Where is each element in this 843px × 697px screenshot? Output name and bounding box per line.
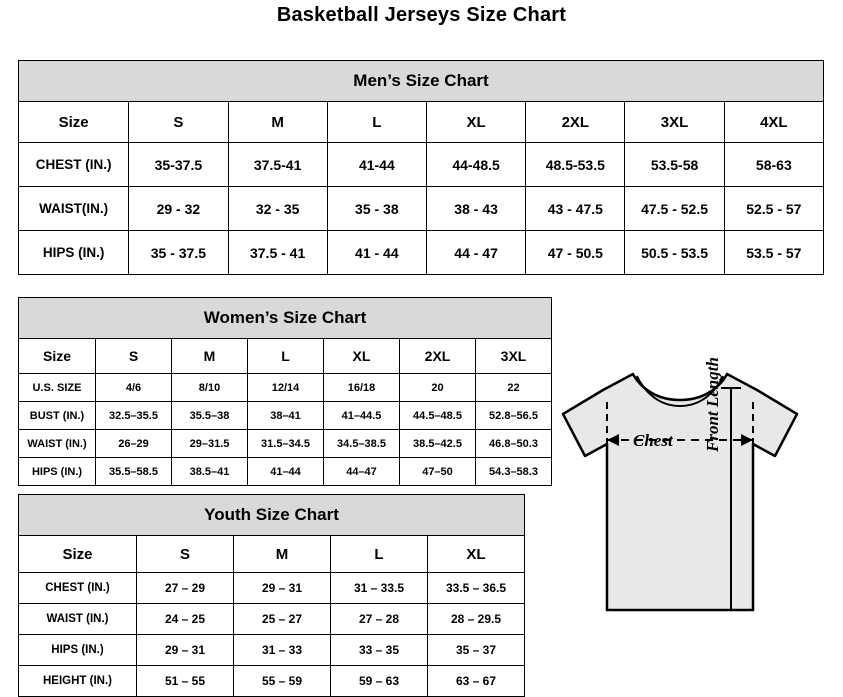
table-cell: 25 – 27: [234, 604, 331, 635]
table-cell: 44 - 47: [426, 231, 525, 275]
chest-measure-label: Chest: [633, 431, 673, 450]
table-cell: 29–31.5: [172, 430, 248, 458]
table-cell: 52.8–56.5: [476, 402, 552, 430]
women-header-2xl: 2XL: [400, 339, 476, 374]
table-cell: 35 – 37: [428, 635, 525, 666]
youth-header-xl: XL: [428, 536, 525, 573]
table-cell: 51 – 55: [137, 666, 234, 697]
table-cell: 35 - 38: [327, 187, 426, 231]
front-length-measure-label: Front Length: [703, 357, 722, 452]
table-cell: 38–41: [248, 402, 324, 430]
youth-row-label-height: HEIGHT (IN.): [19, 666, 137, 697]
youth-chart-caption: Youth Size Chart: [19, 495, 525, 536]
women-header-size: Size: [19, 339, 96, 374]
youth-header-size: Size: [19, 536, 137, 573]
table-header-row: [19, 339, 552, 374]
table-cell: 47.5 - 52.5: [625, 187, 724, 231]
table-cell: 33.5 – 36.5: [428, 573, 525, 604]
table-cell: 37.5 - 41: [228, 231, 327, 275]
women-row-label-hips: HIPS (IN.): [19, 458, 96, 486]
men-header-s: S: [129, 102, 228, 143]
table-cell: 35.5–38: [172, 402, 248, 430]
men-header-xl: XL: [426, 102, 525, 143]
women-header-3xl: 3XL: [476, 339, 552, 374]
table-row: [19, 604, 525, 635]
table-caption-row: [19, 495, 525, 536]
mens-chart-caption: Men’s Size Chart: [19, 61, 824, 102]
table-cell: 44–47: [324, 458, 400, 486]
table-cell: 38 - 43: [426, 187, 525, 231]
table-cell: 33 – 35: [331, 635, 428, 666]
men-header-l: L: [327, 102, 426, 143]
women-row-label-bust: BUST (IN.): [19, 402, 96, 430]
men-header-size: Size: [19, 102, 129, 143]
table-cell: 22: [476, 374, 552, 402]
table-cell: 63 – 67: [428, 666, 525, 697]
table-cell: 32 - 35: [228, 187, 327, 231]
table-cell: 24 – 25: [137, 604, 234, 635]
table-cell: 47–50: [400, 458, 476, 486]
women-header-m: M: [172, 339, 248, 374]
table-cell: 52.5 - 57: [724, 187, 823, 231]
table-cell: 41 - 44: [327, 231, 426, 275]
table-cell: 37.5-41: [228, 143, 327, 187]
table-cell: 31.5–34.5: [248, 430, 324, 458]
men-header-2xl: 2XL: [526, 102, 625, 143]
table-cell: 41–44.5: [324, 402, 400, 430]
womens-chart-caption: Women’s Size Chart: [19, 298, 552, 339]
mens-size-chart-table: [18, 60, 824, 275]
table-cell: 44-48.5: [426, 143, 525, 187]
table-cell: 4/6: [96, 374, 172, 402]
women-header-s: S: [96, 339, 172, 374]
men-row-label-hips: HIPS (IN.): [19, 231, 129, 275]
men-header-m: M: [228, 102, 327, 143]
womens-size-chart-table: [18, 297, 552, 486]
table-row: [19, 573, 525, 604]
table-cell: 29 - 32: [129, 187, 228, 231]
table-cell: 53.5 - 57: [724, 231, 823, 275]
table-row: [19, 402, 552, 430]
table-cell: 27 – 29: [137, 573, 234, 604]
table-cell: 32.5–35.5: [96, 402, 172, 430]
table-caption-row: [19, 298, 552, 339]
men-row-label-chest: CHEST (IN.): [19, 143, 129, 187]
table-cell: 38.5–41: [172, 458, 248, 486]
table-cell: 41-44: [327, 143, 426, 187]
men-header-4xl: 4XL: [724, 102, 823, 143]
table-row: [19, 143, 824, 187]
table-cell: 8/10: [172, 374, 248, 402]
table-cell: 29 – 31: [137, 635, 234, 666]
table-cell: 58-63: [724, 143, 823, 187]
table-cell: 28 – 29.5: [428, 604, 525, 635]
table-cell: 31 – 33: [234, 635, 331, 666]
table-row: [19, 231, 824, 275]
shirt-illustration-icon: [545, 352, 835, 652]
table-cell: 34.5–38.5: [324, 430, 400, 458]
youth-row-label-hips: HIPS (IN.): [19, 635, 137, 666]
table-cell: 29 – 31: [234, 573, 331, 604]
table-cell: 38.5–42.5: [400, 430, 476, 458]
table-header-row: [19, 102, 824, 143]
table-row: [19, 458, 552, 486]
men-header-3xl: 3XL: [625, 102, 724, 143]
table-cell: 35.5–58.5: [96, 458, 172, 486]
youth-header-s: S: [137, 536, 234, 573]
table-row: [19, 187, 824, 231]
table-cell: 20: [400, 374, 476, 402]
youth-header-m: M: [234, 536, 331, 573]
table-cell: 44.5–48.5: [400, 402, 476, 430]
table-cell: 43 - 47.5: [526, 187, 625, 231]
page-title: Basketball Jerseys Size Chart: [276, 4, 567, 26]
table-cell: 41–44: [248, 458, 324, 486]
table-cell: 46.8–50.3: [476, 430, 552, 458]
table-cell: 53.5-58: [625, 143, 724, 187]
table-cell: 48.5-53.5: [526, 143, 625, 187]
table-cell: 27 – 28: [331, 604, 428, 635]
table-caption-row: [19, 61, 824, 102]
table-cell: 59 – 63: [331, 666, 428, 697]
women-header-xl: XL: [324, 339, 400, 374]
table-row: [19, 635, 525, 666]
jersey-measurement-diagram: [545, 352, 835, 672]
table-cell: 16/18: [324, 374, 400, 402]
youth-row-label-chest: CHEST (IN.): [19, 573, 137, 604]
table-header-row: [19, 536, 525, 573]
youth-size-chart-table: [18, 494, 525, 697]
youth-header-l: L: [331, 536, 428, 573]
table-cell: 47 - 50.5: [526, 231, 625, 275]
women-row-label-waist: WAIST (IN.): [19, 430, 96, 458]
table-cell: 35 - 37.5: [129, 231, 228, 275]
table-cell: 50.5 - 53.5: [625, 231, 724, 275]
table-cell: 55 – 59: [234, 666, 331, 697]
youth-row-label-waist: WAIST (IN.): [19, 604, 137, 635]
women-row-label-us-size: U.S. SIZE: [19, 374, 96, 402]
men-row-label-waist: WAIST(IN.): [19, 187, 129, 231]
table-cell: 35-37.5: [129, 143, 228, 187]
table-cell: 54.3–58.3: [476, 458, 552, 486]
table-cell: 26–29: [96, 430, 172, 458]
table-cell: 12/14: [248, 374, 324, 402]
table-row: [19, 374, 552, 402]
table-row: [19, 430, 552, 458]
table-row: [19, 666, 525, 697]
table-cell: 31 – 33.5: [331, 573, 428, 604]
women-header-l: L: [248, 339, 324, 374]
